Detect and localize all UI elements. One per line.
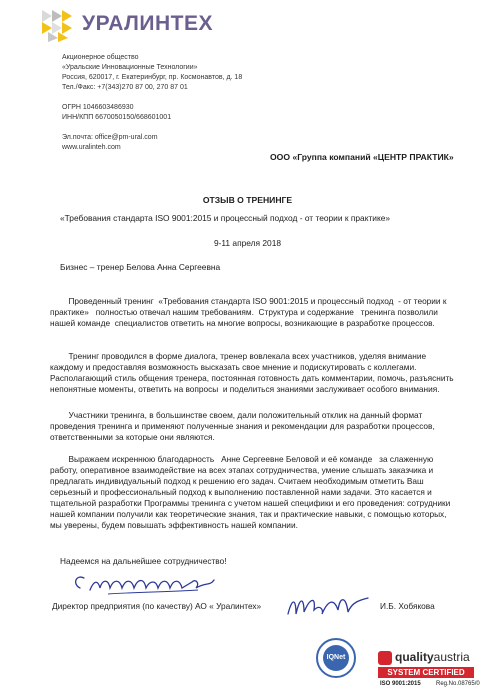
paragraph-line: Тренинг проводился в форме диалога, тренер вовлекала всех участников, уделяя внимание <box>50 351 427 361</box>
quality-austria-logo-icon <box>378 651 392 665</box>
paragraph-line: нашей компании получили как теоретические знания, так и практические навыки, с помощью которых, <box>50 509 447 519</box>
paragraph-line: ответственными за которые они являются. <box>50 432 215 442</box>
paragraph-line: предлагать индивидуальный подход к решению его задач. Считаем необходимым отметить Ваш <box>50 476 424 486</box>
company-line: Россия, 620017, г. Екатеринбург, пр. Космонавтов, д. 18 <box>62 74 243 81</box>
paragraph-line: Участники тренинга, в большинстве своем, дали положительный отклик на данный формат <box>50 410 423 420</box>
uralinteh-logo-icon <box>40 8 78 42</box>
director-name: И.Б. Хобякова <box>380 601 435 611</box>
paragraph-4 <box>50 454 450 531</box>
paragraph-line: каждому и предоставляя возможность высказать свое мнение и подискутировать с коллегами. <box>50 362 417 372</box>
paragraph-line: проведения тренинга и применяют полученные знания и рекомендации для разработки процессов, <box>50 421 435 431</box>
system-certified-band: SYSTEM CERTIFIED <box>378 667 474 678</box>
certification-standard: ISO 9001:2015 <box>380 681 421 687</box>
director-signature <box>282 590 372 620</box>
document-title: ОТЗЫВ О ТРЕНИНГЕ <box>202 195 293 205</box>
paragraph-line: Проведенный тренинг «Требования стандарта ISO 9001:2015 и процессный подход - от теории к <box>50 296 447 306</box>
paragraph-line: работу, оперативное взаимодействие на всех этапах сотрудничества, умение слышать заказчика и <box>50 465 434 475</box>
paragraph-line: тщательной разработки Программы тренинга с учетом нашей специфики и его проведения: сотрудники <box>50 498 451 508</box>
handwritten-note-signature <box>68 568 218 598</box>
company-line: Эл.почта: office@pm-ural.com <box>62 134 158 141</box>
company-line: Акционерное общество <box>62 54 139 61</box>
paragraph-2 <box>50 351 454 395</box>
paragraph-line: Выражаем искреннюю благодарность Анне Сергеевне Беловой и её команде за слаженную <box>50 454 434 464</box>
quality-austria-brand: qualityaustria <box>395 650 470 664</box>
paragraph-3 <box>50 410 450 443</box>
training-subject: «Требования стандарта ISO 9001:2015 и процессный подход - от теории к практике» <box>60 213 391 223</box>
recipient: ООО «Группа компаний «ЦЕНТР ПРАКТИК» <box>270 152 454 162</box>
company-line: Тел./Факс: +7(343)270 87 00, 270 87 01 <box>62 84 188 91</box>
paragraph-line: нашей команде специалистов ответить на многие вопросы, возникающие в разработке процессов. <box>50 318 435 328</box>
paragraph-line: серьезный и профессиональный подход к выполнению поставленной нами задачи. Это касается и <box>50 487 432 497</box>
trainer-name: Бизнес – тренер Белова Анна Сергеевна <box>60 262 221 272</box>
paragraph-line: мы уверены, будем повышать эффективность нашей компании. <box>50 520 298 530</box>
training-dates: 9-11 апреля 2018 <box>213 238 282 248</box>
paragraph-line: Располагающий стиль общения тренера, постоянная готовность дать комментарии, помочь, разъяснить <box>50 373 454 383</box>
company-line: www.uralinteh.com <box>62 144 121 151</box>
paragraph-line: непонятные моменты, ответить на вопросы и поделиться знаниями заслуживает особого внимания. <box>50 384 440 394</box>
certification-reg-no: Reg.No.08765/0 <box>436 681 480 687</box>
brand-name: УРАЛИНТЕХ <box>82 12 213 35</box>
closing-line: Надеемся на дальнейшее сотрудничество! <box>60 556 227 566</box>
paragraph-1 <box>50 296 450 329</box>
director-position: Директор предприятия (по качеству) АО « Уралинтех» <box>52 601 262 611</box>
company-details <box>62 53 242 153</box>
iqnet-label: IQNet <box>326 654 346 661</box>
company-line: ИНН/КПП 6670050150/668601001 <box>62 114 172 121</box>
company-line-spacer <box>62 93 242 103</box>
paragraph-line: практике» полностью отвечал нашим требованиям. Структура и содержание тренинга позволили <box>50 307 438 317</box>
company-line: «Уральские Инновационные Технологии» <box>62 64 198 71</box>
company-line-spacer <box>62 123 242 133</box>
company-line: ОГРН 1046603486930 <box>62 104 134 111</box>
